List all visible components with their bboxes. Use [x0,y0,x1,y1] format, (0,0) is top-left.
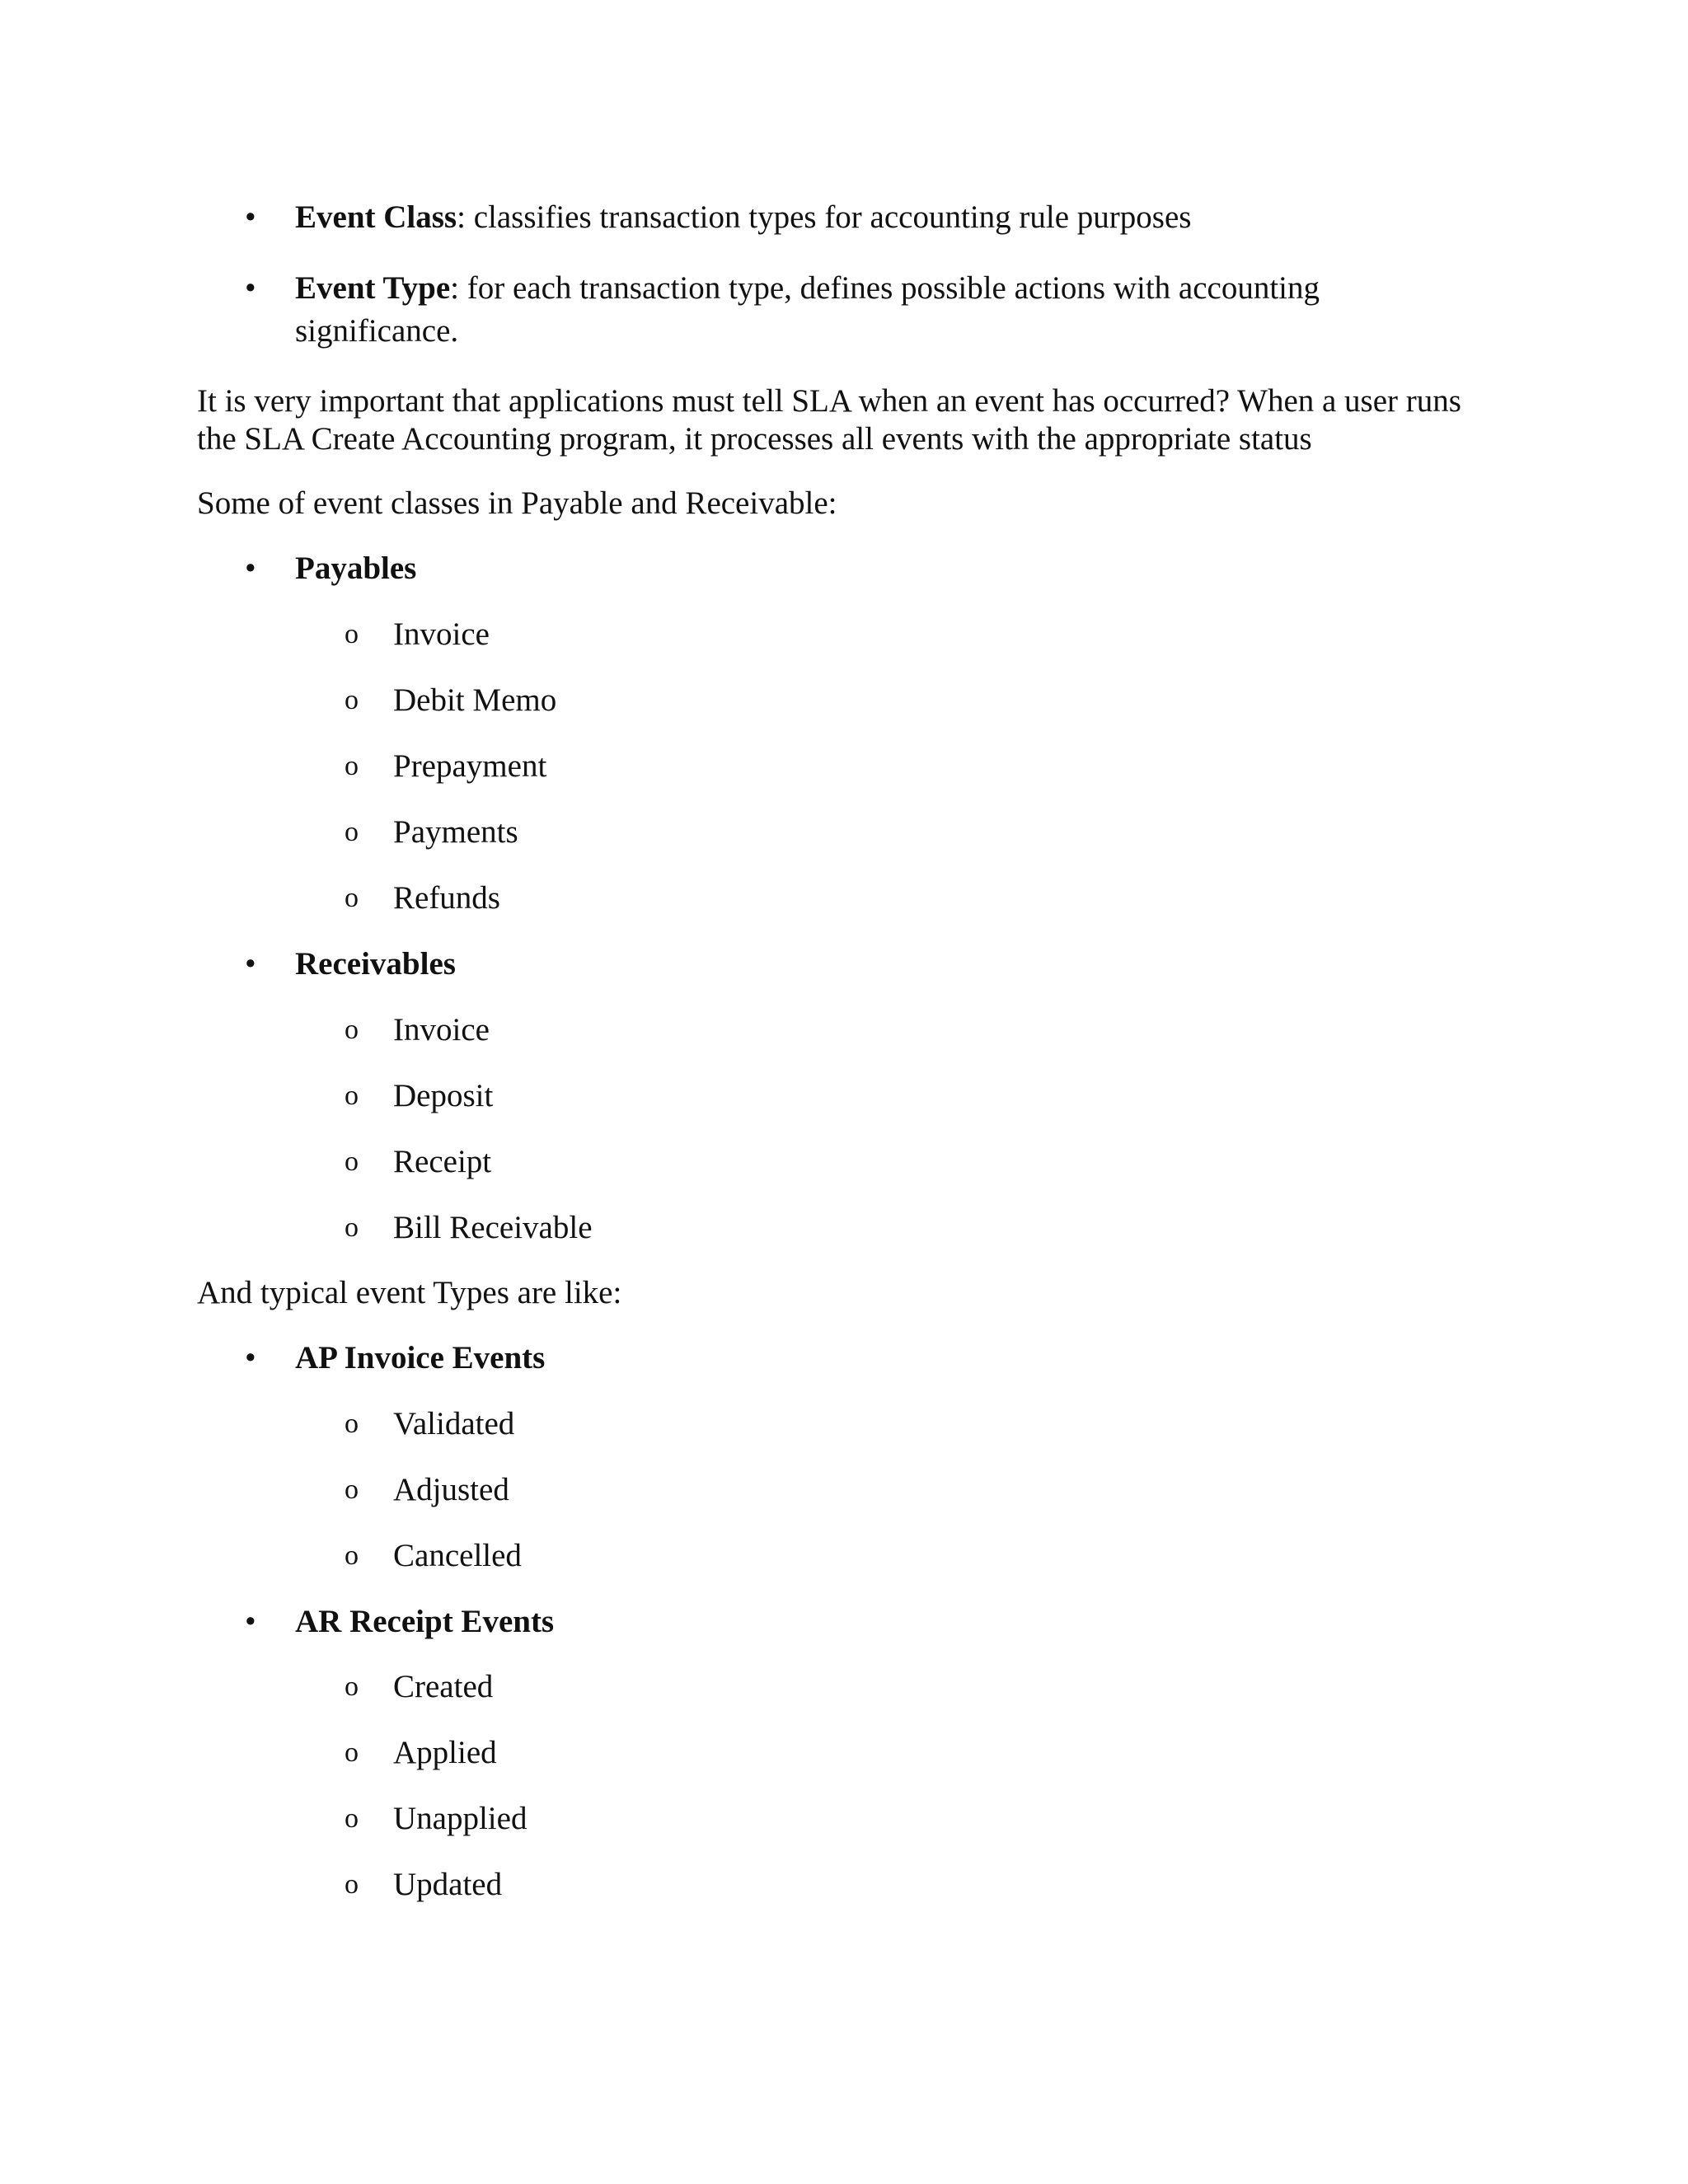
list-item: Refunds [393,880,500,916]
bullet-circle: o [345,1015,359,1045]
bullet-circle: o [345,883,359,913]
bullet-circle: o [345,1212,359,1243]
list-item: Debit Memo [393,682,557,718]
list-item: Adjusted [393,1472,509,1507]
bullet-circle: o [345,685,359,715]
list-item: Deposit [393,1078,494,1113]
bullet-circle: o [345,1803,359,1834]
paragraph-line: It is very important that applications must tell SLA when an event has occurred? When a user runs [197,383,1461,419]
bullet-disc: • [245,1604,256,1639]
list-item: Prepayment [393,748,547,784]
list-item: Unapplied [393,1801,528,1836]
list-item: Updated [393,1867,503,1902]
definition-term: Event Class [295,199,457,235]
list-item: Applied [393,1735,497,1770]
list-item: Bill Receivable [393,1210,593,1245]
event-types-intro: And typical event Types are like: [197,1275,622,1310]
bullet-disc: • [245,199,256,235]
bullet-circle: o [345,751,359,781]
definition-text: : for each transaction type, defines possible actions with accounting [450,270,1320,306]
list-item: Validated [393,1406,515,1441]
bullet-disc: • [245,1340,256,1376]
definition-text: : classifies transaction types for accounting rule purposes [457,199,1192,235]
bullet-circle: o [345,1146,359,1177]
bullet-circle: o [345,1080,359,1111]
list-heading-ar-receipt-events: AR Receipt Events [295,1604,555,1639]
list-heading-ap-invoice-events: AP Invoice Events [295,1340,546,1376]
definition-event-type [295,267,1320,310]
definition-term: Event Type [295,270,451,306]
bullet-circle: o [345,1869,359,1900]
list-item: Invoice [393,1012,490,1047]
list-item: Cancelled [393,1538,522,1573]
list-heading-payables: Payables [295,551,417,586]
bullet-circle: o [345,1474,359,1505]
bullet-circle: o [345,1540,359,1571]
definition-event-class [295,196,1191,239]
list-item: Created [393,1669,494,1704]
paragraph-line: the SLA Create Accounting program, it processes all events with the appropriate status [197,421,1312,457]
bullet-circle: o [345,1408,359,1439]
event-classes-intro: Some of event classes in Payable and Receivable: [197,485,837,521]
bullet-circle: o [345,1737,359,1768]
bullet-disc: • [245,270,256,306]
bullet-disc: • [245,551,256,586]
list-heading-receivables: Receivables [295,946,456,982]
bullet-circle: o [345,817,359,847]
definition-continuation: significance. [295,313,459,349]
list-item: Invoice [393,616,490,652]
bullet-disc: • [245,946,256,982]
bullet-circle: o [345,1671,359,1702]
list-item: Receipt [393,1144,492,1179]
bullet-circle: o [345,619,359,649]
list-item: Payments [393,814,518,850]
